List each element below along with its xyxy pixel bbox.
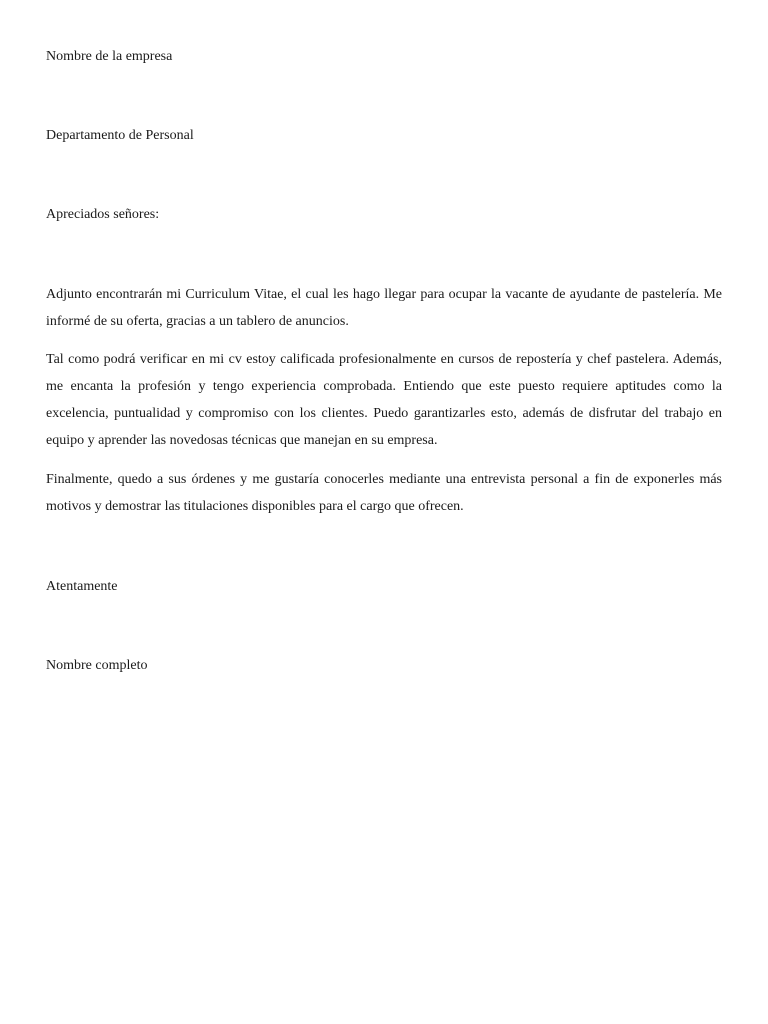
company-name: Nombre de la empresa xyxy=(46,49,173,64)
body-paragraph-2: Tal como podrá verificar en mi cv estoy calificada profesionalmente en cursos de repostería y chef pastelera. Además, me encanta la profesión y tengo experiencia comprobada. Entiendo que este puesto requiere aptitudes como la excelencia, puntualidad y compromiso con los clientes. Puedo garantizarles esto, además de disfrutar del trabajo en equipo y aprender las novedosas técnicas que manejan en su empresa. xyxy=(46,352,722,448)
department-name: Departamento de Personal xyxy=(46,128,194,143)
body-paragraph-3: Finalmente, quedo a sus órdenes y me gustaría conocerles mediante una entrevista personal a fin de exponerles más motivos y demostrar las titulaciones disponibles para el cargo que ofrecen. xyxy=(46,472,722,514)
signature-name: Nombre completo xyxy=(46,658,148,673)
salutation: Apreciados señores: xyxy=(46,207,160,222)
body-paragraph-1: Adjunto encontrarán mi Curriculum Vitae, el cual les hago llegar para ocupar la vacante de ayudante de pastelería. Me informé de su oferta, gracias a un tablero de anuncios. xyxy=(46,287,722,329)
closing: Atentamente xyxy=(46,579,118,594)
